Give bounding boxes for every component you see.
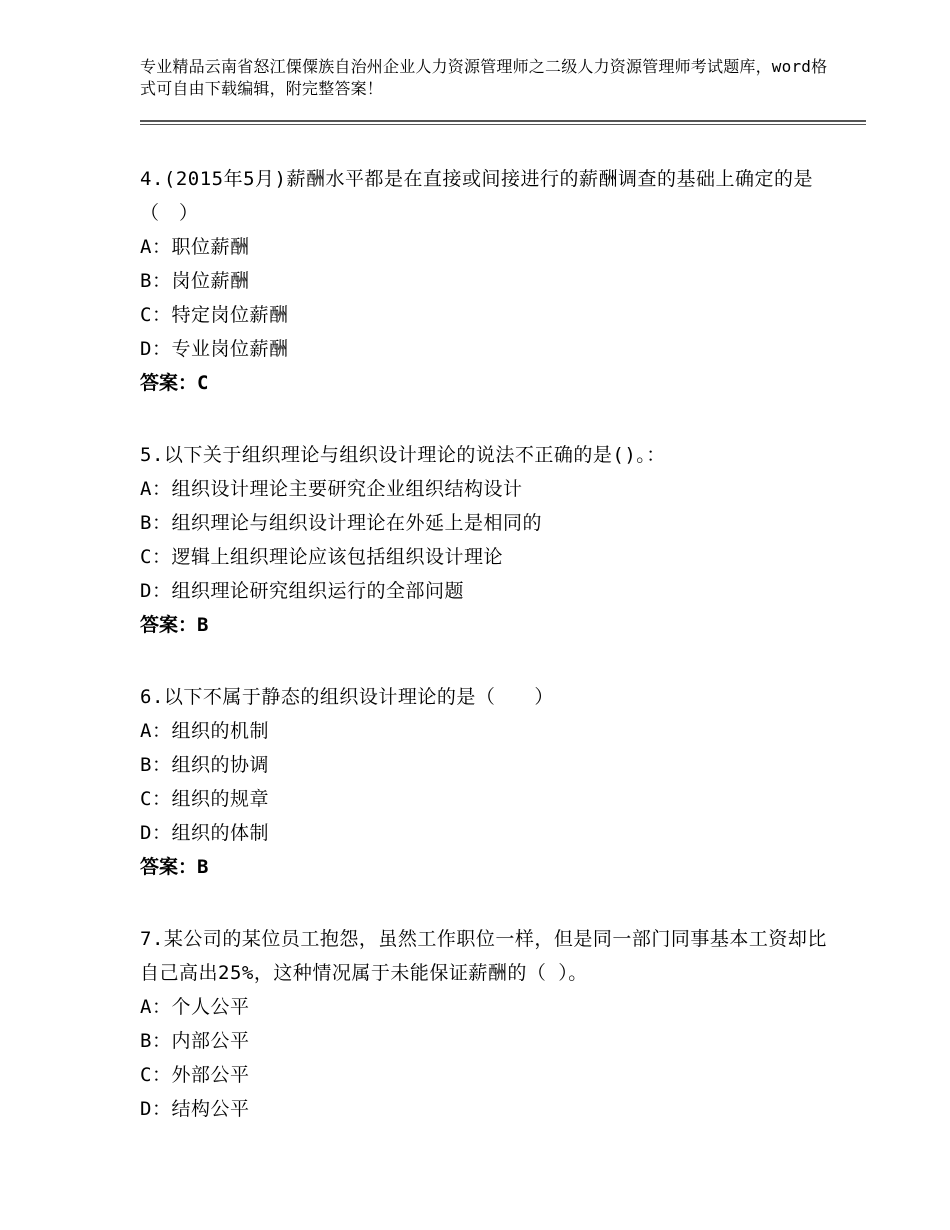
option-d: D：结构公平 bbox=[140, 1098, 250, 1120]
question-stem: 4.(2015年5月)薪酬水平都是在直接或间接进行的薪酬调查的基础上确定的是（ ） bbox=[140, 168, 813, 224]
question-item bbox=[140, 162, 840, 400]
option-a: A：个人公平 bbox=[140, 996, 250, 1018]
answer-line: 答案：B bbox=[140, 856, 209, 878]
option-c: C：逻辑上组织理论应该包括组织设计理论 bbox=[140, 546, 503, 568]
option-c: C：组织的规章 bbox=[140, 788, 269, 810]
option-b: B：内部公平 bbox=[140, 1030, 250, 1052]
question-stem: 7.某公司的某位员工抱怨，虽然工作职位一样，但是同一部门同事基本工资却比自己高出25%，这种情况属于未能保证薪酬的（ ）。 bbox=[140, 928, 827, 984]
option-b: B：岗位薪酬 bbox=[140, 270, 250, 292]
option-a: A：组织的机制 bbox=[140, 720, 269, 742]
question-list bbox=[140, 162, 840, 1164]
option-c: C：外部公平 bbox=[140, 1064, 250, 1086]
question-item bbox=[140, 438, 840, 642]
question-stem: 6.以下不属于静态的组织设计理论的是（ ） bbox=[140, 686, 554, 708]
question-item bbox=[140, 922, 840, 1126]
option-b: B：组织的协调 bbox=[140, 754, 269, 776]
document-header: 专业精品云南省怒江傈僳族自治州企业人力资源管理师之二级人力资源管理师考试题库，word格式可自由下载编辑，附完整答案！ bbox=[140, 57, 828, 98]
question-stem: 5.以下关于组织理论与组织设计理论的说法不正确的是()。： bbox=[140, 444, 666, 466]
option-b: B：组织理论与组织设计理论在外延上是相同的 bbox=[140, 512, 542, 534]
question-item bbox=[140, 680, 840, 884]
option-a: A：职位薪酬 bbox=[140, 236, 250, 258]
option-d: D：专业岗位薪酬 bbox=[140, 338, 289, 360]
answer-line: 答案：C bbox=[140, 372, 209, 394]
header-divider-thin bbox=[140, 124, 866, 125]
option-d: D：组织理论研究组织运行的全部问题 bbox=[140, 580, 464, 602]
option-c: C：特定岗位薪酬 bbox=[140, 304, 289, 326]
option-a: A：组织设计理论主要研究企业组织结构设计 bbox=[140, 478, 523, 500]
header-divider bbox=[140, 120, 866, 122]
option-d: D：组织的体制 bbox=[140, 822, 269, 844]
answer-line: 答案：B bbox=[140, 614, 209, 636]
